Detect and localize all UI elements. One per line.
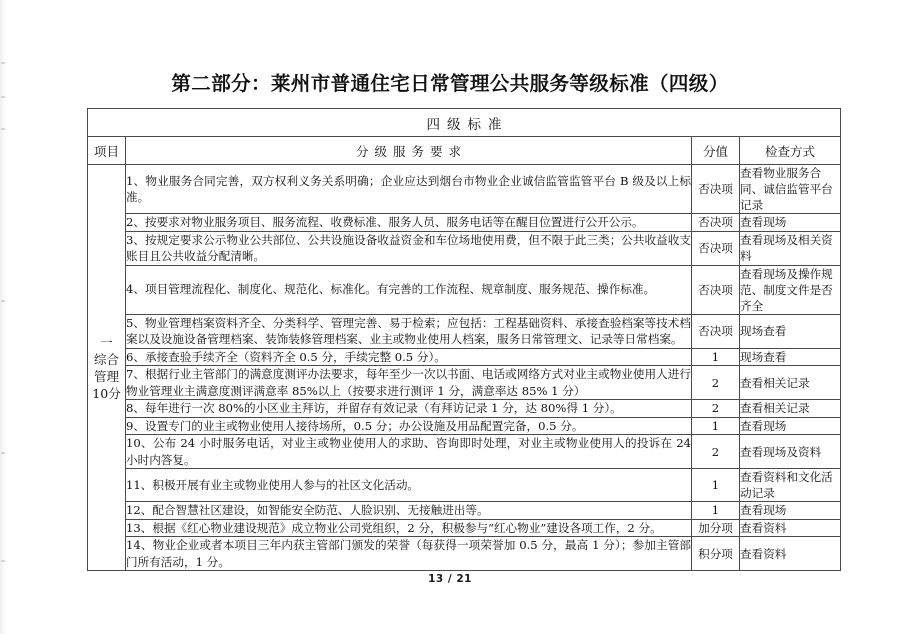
page-title: 第二部分：莱州市普通住宅日常管理公共服务等级标准（四级）	[171, 72, 729, 95]
method-cell: 查看现场	[740, 417, 841, 435]
requirement-cell: 9、设置专门的业主或物业使用人接待场所，0.5 分；办公设施及用品配置完备，0.5 分。	[126, 417, 692, 435]
score-cell: 1	[692, 417, 740, 435]
requirement-cell: 5、物业管理档案资料齐全、分类科学、管理完善、易于检索；应包括：工程基础资料、承接查验档案等技术档案以及设施设备管理档案、装饰装修管理档案、业主或物业使用人档案，服务日常管理文、记录等日常档案。	[126, 315, 691, 346]
table-row	[88, 502, 841, 520]
requirement-cell: 13、根据《红心物业建设规范》成立物业公司党组织，2 分，积极参与“红心物业”建设各项工作，2 分。	[126, 519, 692, 537]
method-cell: 查看现场及资料	[740, 435, 841, 469]
method-cell: 现场查看	[740, 314, 841, 348]
score-cell: 否决项	[692, 314, 740, 348]
method-cell: 查看资料	[740, 519, 841, 537]
column-header-category: 项目	[88, 137, 126, 165]
page-number-footer: 13 / 21	[428, 573, 472, 585]
method-cell: 查看相关记录	[740, 366, 841, 400]
score-cell: 积分项	[692, 537, 740, 571]
table-row	[88, 265, 841, 314]
table-row	[88, 165, 841, 214]
score-cell: 否决项	[692, 214, 740, 232]
table-row	[88, 214, 841, 232]
requirement-cell: 11、积极开展有业主或物业使用人参与的社区文化活动。	[126, 469, 692, 502]
service-grade-standard-table	[87, 108, 841, 571]
score-cell: 2	[692, 435, 740, 469]
category-name-line-2: 管理	[93, 368, 119, 384]
column-header-requirement: 分级服务要求	[126, 137, 692, 165]
table-row	[88, 314, 841, 348]
method-cell: 查看现场	[740, 214, 841, 232]
table-row	[88, 348, 841, 366]
score-cell: 加分项	[692, 519, 740, 537]
column-header-score: 分值	[692, 137, 740, 165]
score-cell: 1	[692, 348, 740, 366]
requirement-cell: 3、按规定要求公示物业公共部位、公共设施设备收益资金和车位场地使用费，但不限于此三类；公共收益收支账目且公共收益分配清晰。	[126, 232, 691, 263]
category-points: 10分	[92, 385, 121, 401]
score-cell: 2	[692, 400, 740, 418]
table-row	[88, 435, 841, 469]
score-cell: 1	[692, 502, 740, 520]
table-row	[88, 417, 841, 435]
score-cell: 否决项	[692, 165, 740, 214]
table-banner-title: 四级标准	[88, 109, 841, 137]
requirement-cell: 8、每年进行一次 80%的小区业主拜访，并留存有效记录（有拜访记录 1 分，达 80%得 1 分）。	[126, 400, 692, 418]
requirement-cell: 14、物业企业或者本项目三年内获主管部门颁发的荣誉（每获得一项荣誉加 0.5 分，最高 1 分）；参加主管部门所有活动，1 分。	[126, 538, 691, 569]
category-cell-comprehensive-management	[88, 165, 126, 571]
requirement-cell: 4、项目管理流程化、制度化、规范化、标准化。有完善的工作流程、规章制度、服务规范、操作标准。	[126, 265, 692, 314]
table-row	[88, 231, 841, 265]
method-cell: 查看现场及相关资料	[740, 231, 841, 265]
requirement-cell: 6、承接查验手续齐全（资料齐全 0.5 分，手续完整 0.5 分）。	[126, 348, 692, 366]
column-header-method: 检查方式	[740, 137, 841, 165]
score-cell: 1	[692, 469, 740, 502]
category-name-line-1: 综合	[93, 351, 119, 367]
table-header-row	[88, 137, 841, 165]
method-cell: 查看现场及操作规范、制度文件是否齐全	[740, 265, 841, 314]
method-cell: 查看现场	[740, 502, 841, 520]
table-banner-row	[88, 109, 841, 137]
method-cell: 查看物业服务合同、诚信监管平台记录	[740, 165, 841, 214]
requirement-cell: 2、按要求对物业服务项目、服务流程、收费标准、服务人员、服务电话等在醒目位置进行公开公示。	[126, 214, 692, 232]
method-cell: 查看资料和文化活动记录	[740, 469, 841, 502]
score-cell: 2	[692, 366, 740, 400]
score-cell: 否决项	[692, 231, 740, 265]
table-row	[88, 537, 841, 571]
score-cell: 否决项	[692, 265, 740, 314]
table-row	[88, 366, 841, 400]
category-index: 一	[100, 334, 113, 350]
requirement-cell: 12、配合智慧社区建设，如智能安全防范、人脸识别、无接触进出等。	[126, 502, 692, 520]
table-row	[88, 469, 841, 502]
method-cell: 查看资料	[740, 537, 841, 571]
requirement-cell: 10、公布 24 小时服务电话，对业主或物业使用人的求助、咨询即时处理，对业主或物业使用人的投诉在 24 小时内答复。	[126, 436, 691, 467]
table-row	[88, 400, 841, 418]
method-cell: 现场查看	[740, 348, 841, 366]
requirement-cell: 1、物业服务合同完善，双方权利义务关系明确；企业应达到烟台市物业企业诚信监管监管平台 B 级及以上标准。	[126, 165, 692, 214]
requirement-cell: 7、根据行业主管部门的满意度测评办法要求，每年至少一次以书面、电话或网络方式对业主或物业使用人进行物业管理业主满意度测评满意率 85%以上（按要求进行测评 1 分，满意率达 85% 1 分）	[126, 367, 691, 398]
table-row	[88, 519, 841, 537]
method-cell: 查看相关记录	[740, 400, 841, 418]
